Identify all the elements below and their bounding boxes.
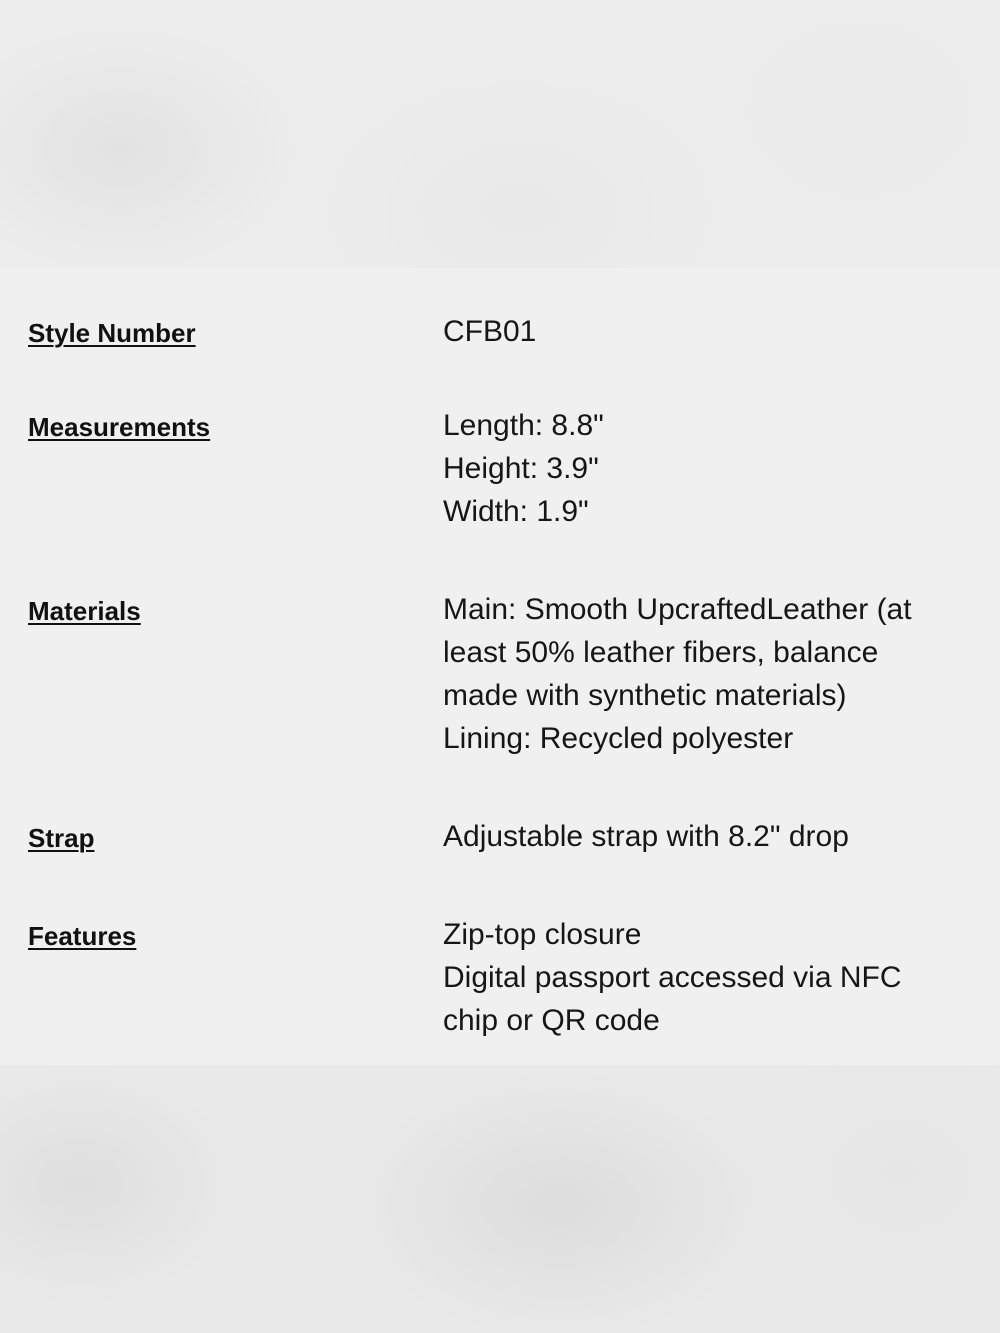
spec-values-features xyxy=(443,913,973,1042)
background-photo-bottom xyxy=(0,1065,1000,1333)
spec-label-materials: Materials xyxy=(28,596,141,626)
background-photo-top xyxy=(0,0,1000,268)
spec-value-materials-line: Main: Smooth UpcraftedLeather (at xyxy=(443,593,912,626)
spec-value-length: Length: 8.8" xyxy=(443,409,604,442)
spec-value-materials-line: made with synthetic materials) xyxy=(443,679,847,712)
spec-values-materials xyxy=(443,588,973,760)
spec-values-measurements xyxy=(443,404,973,533)
spec-label-strap: Strap xyxy=(28,823,95,853)
spec-value-style-number: CFB01 xyxy=(443,315,537,348)
spec-value-features-line: Zip-top closure xyxy=(443,918,642,951)
spec-label-style-number: Style Number xyxy=(28,318,196,348)
spec-value-features-line: chip or QR code xyxy=(443,1004,660,1037)
spec-values-strap xyxy=(443,815,973,858)
spec-values-style-number xyxy=(443,310,973,353)
spec-label-measurements: Measurements xyxy=(28,412,211,442)
spec-value-height: Height: 3.9" xyxy=(443,452,599,485)
spec-label-features: Features xyxy=(28,921,137,951)
spec-value-lining: Lining: Recycled polyester xyxy=(443,722,794,755)
spec-value-materials-line: least 50% leather fibers, balance xyxy=(443,636,879,669)
spec-value-features-line: Digital passport accessed via NFC xyxy=(443,961,902,994)
spec-value-width: Width: 1.9" xyxy=(443,495,589,528)
spec-value-strap: Adjustable strap with 8.2" drop xyxy=(443,820,849,853)
